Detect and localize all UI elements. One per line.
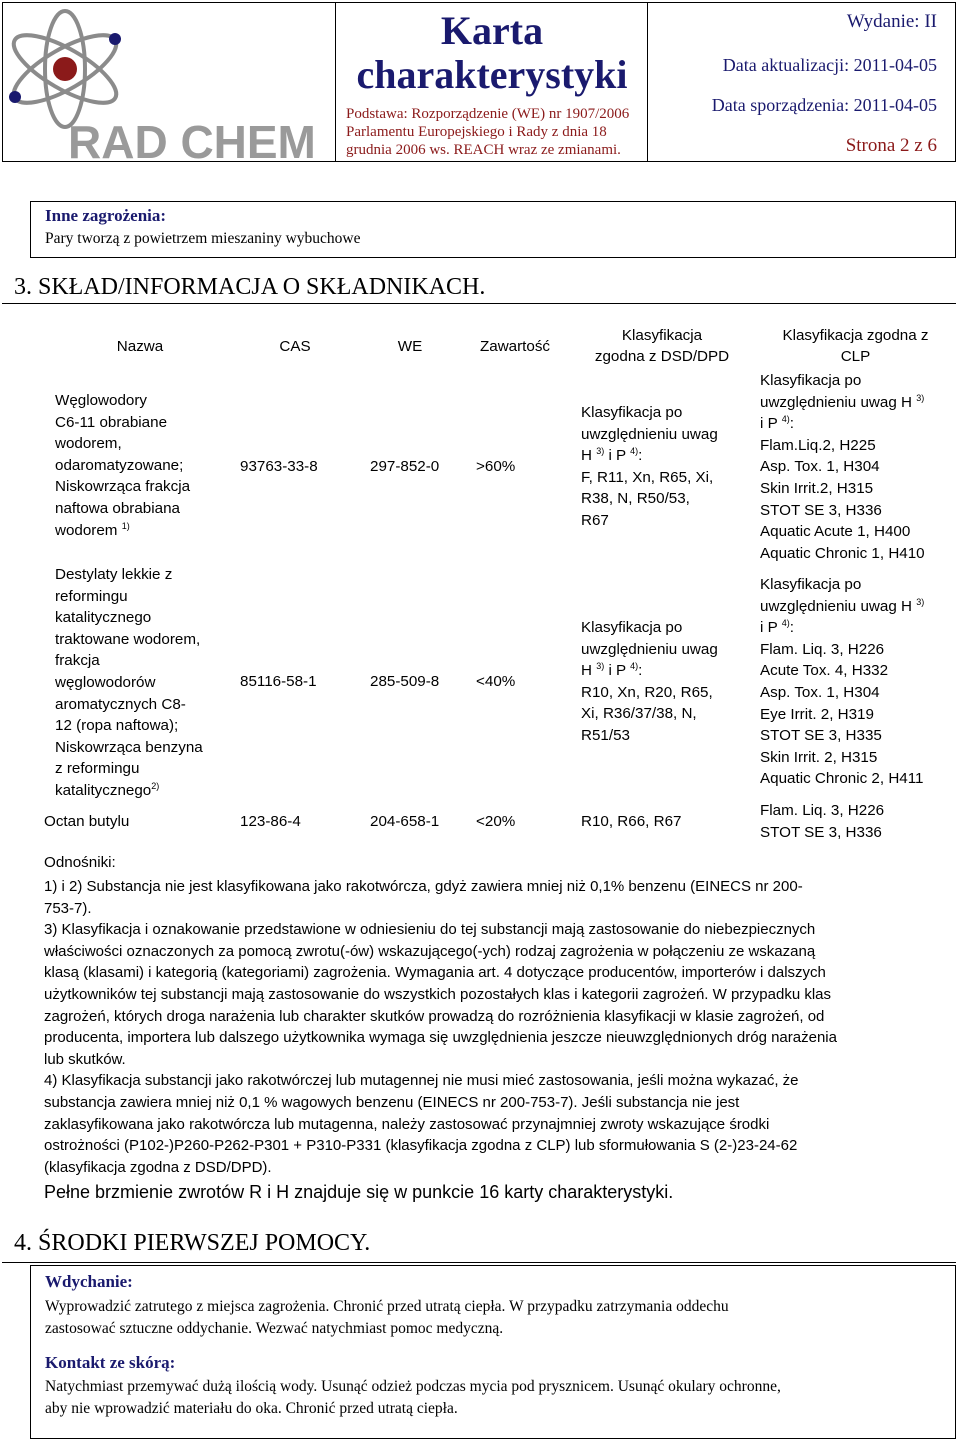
- clp-line: STOT SE 3, H336: [760, 823, 882, 841]
- row2-dsd: [581, 617, 751, 747]
- dsd-line: R10, Xn, R20, R65,: [581, 683, 713, 701]
- colon: :: [638, 662, 643, 680]
- name-line: frakcja: [55, 652, 100, 670]
- col-header-clp-2: CLP: [840, 348, 871, 365]
- name-line: węglowodorów: [55, 673, 156, 691]
- name-line: reformingu: [55, 587, 128, 605]
- notes-heading: Odnośniki:: [44, 854, 116, 871]
- skin-line1: Natychmiast przemywać dużą ilością wody. Usunąć odzież podczas mycia pod prysznicem. Usunąć okulary ochronne,: [45, 1378, 781, 1395]
- footnote-ref: 3): [596, 446, 605, 457]
- creation-date: Data sporządzenia: 2011-04-05: [711, 95, 937, 115]
- clp-line: STOT SE 3, H335: [760, 727, 882, 745]
- document-header: [2, 2, 956, 162]
- note-line: użytkowników tej substancji mają zastosowanie do wszystkich pozostałych klas i kategorii zagrożeń. W przypadku klas: [44, 985, 832, 1003]
- note-line: klasą (klasami) i kategorią (kategoriami) zagrożenia. Wymagania art. 4 dotyczące producentów, importerów i dalszych: [44, 964, 826, 982]
- name-line: [55, 780, 235, 802]
- colon: :: [638, 447, 643, 465]
- update-date: Data aktualizacji: 2011-04-05: [722, 55, 937, 75]
- section3-title-box: [2, 264, 956, 304]
- basis-line2: Parlamentu Europejskiego i Rady z dnia 18: [346, 124, 607, 140]
- clp-line: STOT SE 3, H336: [760, 501, 882, 519]
- note-line: producenta, importera lub dalszego użytkownika wymaga się uwzględnienia jeszcze nieuwzględnionych dróg narażenia: [44, 1029, 837, 1047]
- footnote-ref: 4): [630, 446, 639, 457]
- section3-title: 3. SKŁAD/INFORMACJA O SKŁADNIKACH.: [14, 274, 486, 300]
- row2-clp: [760, 574, 956, 790]
- note-line: lub skutków.: [44, 1050, 126, 1068]
- skin-heading: Kontakt ze skórą:: [45, 1353, 176, 1372]
- dsd-line: [581, 660, 751, 682]
- skin-line2: aby nie wprowadzić materiału do oka. Chronić przed utratą ciepła.: [45, 1400, 458, 1417]
- note-line: ostrożności (P102-)P260-P262-P301 + P310-P331 (klasyfikacja zgodna z CLP) lub sformułowania S (2-)23-24-62: [44, 1137, 798, 1155]
- row2-content: <40%: [476, 673, 516, 690]
- name-line: Niskowrząca frakcja: [55, 478, 191, 496]
- dsd-line: Xi, R36/37/38, N,: [581, 705, 697, 723]
- clp-pre: uwzględnieniu uwag H: [760, 393, 912, 411]
- footnote-ref: 3): [916, 596, 925, 607]
- note-line: zagrożeń, których droga narażenia lub charakter skutków prowadzą do rozróżnienia klasyfikacji w klasie zagrożeń, od: [44, 1007, 825, 1025]
- clp-line: Aquatic Chronic 2, H411: [760, 770, 924, 788]
- footnote-ref: 1): [121, 520, 130, 531]
- clp-line: Acute Tox. 4, H332: [760, 662, 889, 680]
- footnote-ref: 4): [630, 661, 639, 672]
- clp-line: [760, 617, 956, 639]
- row3-name: Octan butylu: [44, 813, 130, 830]
- edition: Wydanie: II: [846, 11, 937, 32]
- name-text: wodorem: [55, 521, 118, 539]
- note-line: zaklasyfikowana jako rakotwórcza lub mutagenna, należy zastosować przynajmniej zwroty wskazujące środki: [44, 1115, 770, 1133]
- row3-dsd: R10, R66, R67: [581, 813, 682, 830]
- name-line: 12 (ropa naftowa);: [55, 717, 179, 735]
- row1-we: 297-852-0: [370, 458, 440, 475]
- other-hazards-heading: Inne zagrożenia:: [45, 206, 167, 225]
- clp-pre: i P: [760, 619, 778, 637]
- dsd-line: R38, N, R50/53,: [581, 490, 690, 508]
- name-line: Niskowrząca benzyna: [55, 738, 203, 756]
- note-h: H: [581, 662, 592, 680]
- section4-title: 4. ŚRODKI PIERWSZEJ POMOCY.: [14, 1230, 371, 1256]
- col-header-cas: CAS: [279, 338, 311, 355]
- row1-cas: 93763-33-8: [240, 458, 318, 475]
- dsd-line: uwzględnieniu uwag: [581, 425, 718, 443]
- colon: :: [789, 415, 794, 433]
- note-ip: i P: [608, 662, 626, 680]
- clp-line: [760, 413, 956, 435]
- atom-logo-icon: [3, 3, 333, 161]
- title-block: [336, 3, 648, 161]
- inhalation-line2: zastosować sztuczne oddychanie. Wezwać natychmiast pomoc medyczną.: [45, 1320, 504, 1337]
- inhalation-line1: Wyprowadzić zatrutego z miejsca zagrożenia. Chronić przed utratą ciepła. W przypadku zatrzymania oddechu: [45, 1298, 729, 1315]
- other-hazards-box: [30, 201, 956, 258]
- row2-cas: 85116-58-1: [240, 673, 317, 690]
- clp-line: Klasyfikacja po: [760, 372, 862, 389]
- clp-line: [760, 596, 956, 618]
- basis-line3: grudnia 2006 ws. REACH wraz ze zmianami.: [346, 142, 621, 158]
- name-line: Węglowodory: [55, 392, 148, 409]
- page-number: Strona 2 z 6: [845, 135, 937, 156]
- clp-line: Asp. Tox. 1, H304: [760, 683, 880, 701]
- notes-body: [44, 876, 944, 1178]
- row1-content: >60%: [476, 458, 516, 475]
- clp-line: Flam.Liq.2, H225: [760, 436, 876, 454]
- dsd-line: R67: [581, 511, 609, 529]
- col-header-content: Zawartość: [479, 338, 551, 355]
- clp-line: Klasyfikacja po: [760, 576, 862, 593]
- clp-line: Skin Irrit.2, H315: [760, 479, 874, 497]
- footnote-ref: 3): [916, 392, 925, 403]
- logo-wordmark: RAD CHEM: [68, 116, 316, 161]
- clp-line: [760, 392, 956, 414]
- inhalation-heading: Wdychanie:: [45, 1272, 133, 1291]
- colon: :: [789, 619, 794, 637]
- footnote-ref: 4): [781, 414, 790, 425]
- name-line: Destylaty lekkie z: [55, 566, 173, 583]
- row3-cas: 123-86-4: [240, 813, 301, 830]
- name-line: C6-11 obrabiane: [55, 413, 168, 431]
- clp-line: Aquatic Chronic 1, H410: [760, 544, 925, 562]
- clp-line: Flam. Liq. 3, H226: [760, 640, 885, 658]
- name-line: [55, 520, 235, 542]
- first-aid-box: [30, 1265, 956, 1439]
- full-text-reference: Pełne brzmienie zwrotów R i H znajduje się w punkcie 16 karty charakterystyki.: [44, 1182, 674, 1202]
- clp-line: Eye Irrit. 2, H319: [760, 705, 874, 723]
- row3-content: <20%: [476, 813, 516, 830]
- clp-line: Aquatic Acute 1, H400: [760, 523, 911, 541]
- clp-line: Skin Irrit. 2, H315: [760, 748, 878, 766]
- name-line: z reformingu: [55, 760, 140, 778]
- row2-we: 285-509-8: [370, 673, 440, 690]
- note-ip: i P: [608, 447, 626, 465]
- clp-pre: i P: [760, 415, 778, 433]
- row1-dsd: [581, 402, 751, 532]
- row3-we: 204-658-1: [370, 813, 440, 830]
- row1-clp: [760, 370, 956, 564]
- clp-line: Flam. Liq. 3, H226: [760, 802, 885, 819]
- other-hazards-text: Pary tworzą z powietrzem mieszaniny wybuchowe: [45, 230, 361, 247]
- dsd-line: R51/53: [581, 726, 630, 744]
- row1-name: [55, 390, 235, 541]
- footnote-ref: 3): [596, 661, 605, 672]
- name-line: naftowa obrabiana: [55, 499, 180, 517]
- footnote-ref: 2): [151, 780, 160, 791]
- dsd-line: uwzględnieniu uwag: [581, 640, 718, 658]
- dsd-line: [581, 445, 751, 467]
- note-line: 3) Klasyfikacja i oznakowanie przedstawione w odniesieniu do tej substancji mają zastosowanie do niebezpiecznych: [44, 921, 816, 939]
- col-header-we: WE: [397, 338, 423, 355]
- logo: [3, 3, 333, 161]
- note-line: substancja zawiera mniej niż 0,1 % wagowych benzenu (EINECS nr 200-753-7). Jeśli substancja nie jest: [44, 1093, 740, 1111]
- name-line: aromatycznych C8-: [55, 695, 186, 713]
- name-line: odaromatyzowane;: [55, 456, 184, 474]
- col-header-dsd-2: zgodna z DSD/DPD: [594, 348, 730, 365]
- row3-clp: [760, 800, 956, 843]
- doc-title-line1: Karta: [440, 8, 544, 53]
- basis-line1: Podstawa: Rozporządzenie (WE) nr 1907/2006: [346, 106, 630, 122]
- clp-pre: uwzględnieniu uwag H: [760, 597, 912, 615]
- col-header-name: Nazwa: [116, 338, 164, 355]
- name-line: traktowane wodorem,: [55, 630, 201, 648]
- note-line: właściwości oznaczonych za pomocą zwrotu(-ów) wskazującego(-ych) rodzaj zagrożenia w połączeniu ze wskazaną: [44, 942, 816, 960]
- dsd-line: Klasyfikacja po: [581, 404, 683, 421]
- section4-title-box: [2, 1224, 956, 1263]
- note-line: 4) Klasyfikacja substancji jako rakotwórczej lub mutagennej nie musi mieć zastosowania, jeśli można wykazać, że: [44, 1072, 799, 1090]
- note-line: (klasyfikacja zgodna z DSD/DPD).: [44, 1158, 272, 1176]
- row2-name: [55, 564, 235, 802]
- note-line: 753-7).: [44, 899, 92, 917]
- name-line: wodorem,: [55, 435, 122, 453]
- col-header-clp-1: Klasyfikacja zgodna z: [782, 327, 929, 344]
- dsd-line: Klasyfikacja po: [581, 619, 683, 636]
- footnote-ref: 4): [781, 618, 790, 629]
- col-header-dsd-1: Klasyfikacja: [621, 327, 703, 344]
- doc-title-line2: charakterystyki: [356, 52, 628, 97]
- note-h: H: [581, 447, 592, 465]
- meta-block: [648, 3, 955, 161]
- clp-line: Asp. Tox. 1, H304: [760, 458, 880, 476]
- note-line: 1) i 2) Substancja nie jest klasyfikowana jako rakotwórcza, gdyż zawiera mniej niż 0,1% benzenu (EINECS nr 200-: [44, 878, 803, 895]
- name-line: katalitycznego: [55, 609, 152, 627]
- dsd-line: F, R11, Xn, R65, Xi,: [581, 468, 714, 486]
- name-text: katalitycznego: [55, 781, 152, 799]
